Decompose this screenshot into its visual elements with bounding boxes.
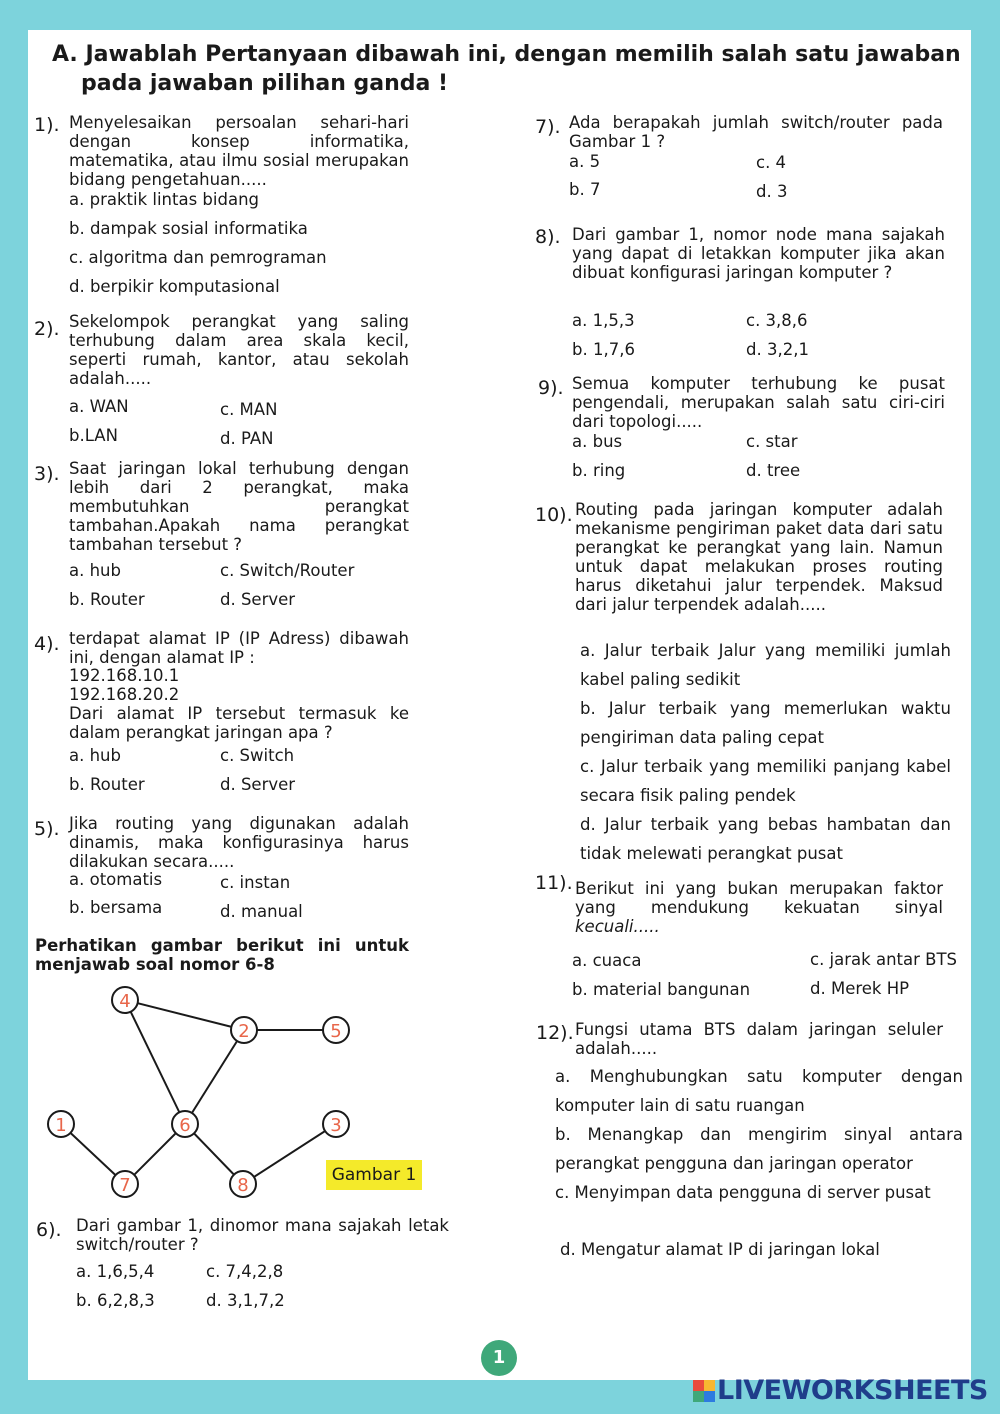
link-8-3 xyxy=(243,1124,336,1184)
q11-option-a[interactable]: a. cuaca xyxy=(572,951,642,970)
q11-text-main: Berikut ini yang bukan merupakan faktor yang mendukung kekuatan sinyal xyxy=(575,879,943,917)
q6-text: Dari gambar 1, dinomor mana sajakah letak switch/router ? xyxy=(76,1216,449,1254)
q8-text: Dari gambar 1, nomor node mana sajakah yang dapat di letakkan komputer jika akan dibuat konfigurasi jaringan komputer ? xyxy=(572,225,945,282)
q1-option-a[interactable]: a. praktik lintas bidang xyxy=(69,190,259,209)
q4-option-c[interactable]: c. Switch xyxy=(220,746,295,765)
q12-option-b[interactable]: b. Menangkap dan mengirim sinyal antara perangkat pengguna dan jaringan operator xyxy=(555,1125,963,1173)
q3-number: 3). xyxy=(34,463,60,485)
q12-option-d[interactable]: d. Mengatur alamat IP di jaringan lokal xyxy=(560,1240,880,1259)
liveworksheets-logo-icon xyxy=(693,1380,715,1402)
node-7 xyxy=(112,1171,138,1197)
q6-option-d[interactable]: d. 3,1,7,2 xyxy=(206,1291,285,1310)
q11-option-d[interactable]: d. Merek HP xyxy=(810,979,910,998)
q5-option-d[interactable]: d. manual xyxy=(220,902,303,921)
q5-number: 5). xyxy=(34,818,60,840)
q7-option-d[interactable]: d. 3 xyxy=(756,182,788,201)
q11-text-italic: kecuali..... xyxy=(575,917,660,936)
q6-number: 6). xyxy=(36,1219,62,1241)
q1-option-c[interactable]: c. algoritma dan pemrograman xyxy=(69,248,327,267)
q11-option-b[interactable]: b. material bangunan xyxy=(572,980,751,999)
node-6-label: 6 xyxy=(179,1115,191,1136)
figure-intro: Perhatikan gambar berikut ini untuk menjawab soal nomor 6-8 xyxy=(35,936,409,974)
q12-option-c[interactable]: c. Menyimpan data pengguna di server pusat xyxy=(555,1183,931,1202)
q7-option-b[interactable]: b. 7 xyxy=(569,180,601,199)
heading-line-1: A. Jawablah Pertanyaan dibawah ini, dengan memilih salah satu jawaban xyxy=(52,42,961,67)
q10-option-c[interactable]: c. Jalur terbaik yang memiliki panjang kabel secara fisik paling pendek xyxy=(580,757,951,805)
q11-number: 11). xyxy=(535,872,573,894)
q1-option-d[interactable]: d. berpikir komputasional xyxy=(69,277,280,296)
q6-option-b[interactable]: b. 6,2,8,3 xyxy=(76,1291,155,1310)
figure-caption: Gambar 1 xyxy=(326,1160,422,1190)
q2-text: Sekelompok perangkat yang saling terhubung dalam area skala kecil, seperti rumah, kantor, atau sekolah adalah..... xyxy=(69,312,409,388)
q9-option-a[interactable]: a. bus xyxy=(572,432,623,451)
page-number-badge: 1 xyxy=(481,1340,517,1376)
q4-ip-2: 192.168.20.2 xyxy=(69,685,180,704)
q11-option-c[interactable]: c. jarak antar BTS xyxy=(810,950,958,969)
node-6 xyxy=(172,1111,198,1137)
node-4-label: 4 xyxy=(119,991,131,1012)
node-3 xyxy=(323,1111,349,1137)
q7-option-c[interactable]: c. 4 xyxy=(756,153,787,172)
node-2 xyxy=(231,1017,257,1043)
node-1-label: 1 xyxy=(55,1115,67,1136)
q10-option-d[interactable]: d. Jalur terbaik yang bebas hambatan dan tidak melewati perangkat pusat xyxy=(580,815,951,863)
q12-number: 12). xyxy=(536,1022,574,1044)
node-3-label: 3 xyxy=(330,1115,342,1136)
node-1 xyxy=(48,1111,74,1137)
q6-option-c[interactable]: c. 7,4,2,8 xyxy=(206,1262,284,1281)
node-8-label: 8 xyxy=(237,1175,249,1196)
q10-number: 10). xyxy=(535,504,573,526)
q4-option-b[interactable]: b. Router xyxy=(69,775,145,794)
q3-option-d[interactable]: d. Server xyxy=(220,590,296,609)
q7-option-a[interactable]: a. 5 xyxy=(569,152,601,171)
q10-option-a[interactable]: a. Jalur terbaik Jalur yang memiliki jumlah kabel paling sedikit xyxy=(580,641,951,689)
q3-text: Saat jaringan lokal terhubung dengan lebih dari 2 perangkat, maka membutuhkan perangkat tambahan.Apakah nama perangkat tambahan tersebut ? xyxy=(69,459,409,554)
q4-text-2: Dari alamat IP tersebut termasuk ke dalam perangkat jaringan apa ? xyxy=(69,704,409,742)
node-2-label: 2 xyxy=(238,1021,250,1042)
q8-number: 8). xyxy=(535,226,561,248)
q10-option-b[interactable]: b. Jalur terbaik yang memerlukan waktu pengiriman data paling cepat xyxy=(580,699,951,747)
q2-option-c[interactable]: c. MAN xyxy=(220,400,278,419)
heading-line-2: pada jawaban pilihan ganda ! xyxy=(81,71,449,96)
q3-option-b[interactable]: b. Router xyxy=(69,590,145,609)
q12-text: Fungsi utama BTS dalam jaringan seluler adalah..... xyxy=(575,1020,943,1058)
q5-text: Jika routing yang digunakan adalah dinamis, maka konfigurasinya harus dilakukan secara..... xyxy=(69,814,409,871)
q12-option-a[interactable]: a. Menghubungkan satu komputer dengan komputer lain di satu ruangan xyxy=(555,1067,963,1115)
q1-number: 1). xyxy=(34,114,60,136)
link-4-6 xyxy=(125,1000,185,1124)
q8-option-b[interactable]: b. 1,7,6 xyxy=(572,340,635,359)
brand-text: LIVEWORKSHEETS xyxy=(717,1375,988,1406)
node-8 xyxy=(230,1171,256,1197)
diagram-links xyxy=(61,1000,336,1184)
brand-watermark xyxy=(693,1374,993,1408)
node-4 xyxy=(112,987,138,1013)
link-4-2 xyxy=(125,1000,244,1030)
q8-option-a[interactable]: a. 1,5,3 xyxy=(572,311,635,330)
node-7-label: 7 xyxy=(119,1175,131,1196)
q11-text xyxy=(575,879,943,936)
q9-option-b[interactable]: b. ring xyxy=(572,461,626,480)
q9-number: 9). xyxy=(538,377,564,399)
node-5-label: 5 xyxy=(330,1021,342,1042)
q2-option-a[interactable]: a. WAN xyxy=(69,397,129,416)
q5-option-c[interactable]: c. instan xyxy=(220,873,291,892)
q9-option-d[interactable]: d. tree xyxy=(746,461,801,480)
q4-text: terdapat alamat IP (IP Adress) dibawah ini, dengan alamat IP : xyxy=(69,629,409,667)
q4-option-d[interactable]: d. Server xyxy=(220,775,296,794)
q5-option-a[interactable]: a. otomatis xyxy=(69,870,163,889)
q4-option-a[interactable]: a. hub xyxy=(69,746,121,765)
q4-ip-1: 192.168.10.1 xyxy=(69,666,180,685)
section-heading xyxy=(52,40,962,98)
q9-option-c[interactable]: c. star xyxy=(746,432,798,451)
q3-option-c[interactable]: c. Switch/Router xyxy=(220,561,355,580)
q2-option-b[interactable]: b.LAN xyxy=(69,426,118,445)
node-5 xyxy=(323,1017,349,1043)
q1-option-b[interactable]: b. dampak sosial informatika xyxy=(69,219,308,238)
q4-number: 4). xyxy=(34,633,60,655)
q8-option-d[interactable]: d. 3,2,1 xyxy=(746,340,809,359)
q10-text: Routing pada jaringan komputer adalah mekanisme pengiriman paket data dari satu perangkat ke perangkat yang lain. Namun untuk dapat melakukan proses routing harus diketahui jalur terpendek. Maksud dari jalur terpendek adalah..... xyxy=(575,500,943,614)
link-2-6 xyxy=(185,1030,244,1124)
q1-text: Menyelesaikan persoalan sehari-hari dengan konsep informatika, matematika, atau ilmu sosial merupakan bidang pengetahuan..... xyxy=(69,113,409,189)
q6-option-a[interactable]: a. 1,6,5,4 xyxy=(76,1262,155,1281)
q7-number: 7). xyxy=(535,116,561,138)
q3-option-a[interactable]: a. hub xyxy=(69,561,121,580)
q5-option-b[interactable]: b. bersama xyxy=(69,898,163,917)
q9-text: Semua komputer terhubung ke pusat pengendali, merupakan salah satu ciri-ciri dari topologi..... xyxy=(572,374,945,431)
q2-number: 2). xyxy=(34,318,60,340)
q2-option-d[interactable]: d. PAN xyxy=(220,429,274,448)
q7-text: Ada berapakah jumlah switch/router pada Gambar 1 ? xyxy=(569,113,943,151)
q8-option-c[interactable]: c. 3,8,6 xyxy=(746,311,808,330)
